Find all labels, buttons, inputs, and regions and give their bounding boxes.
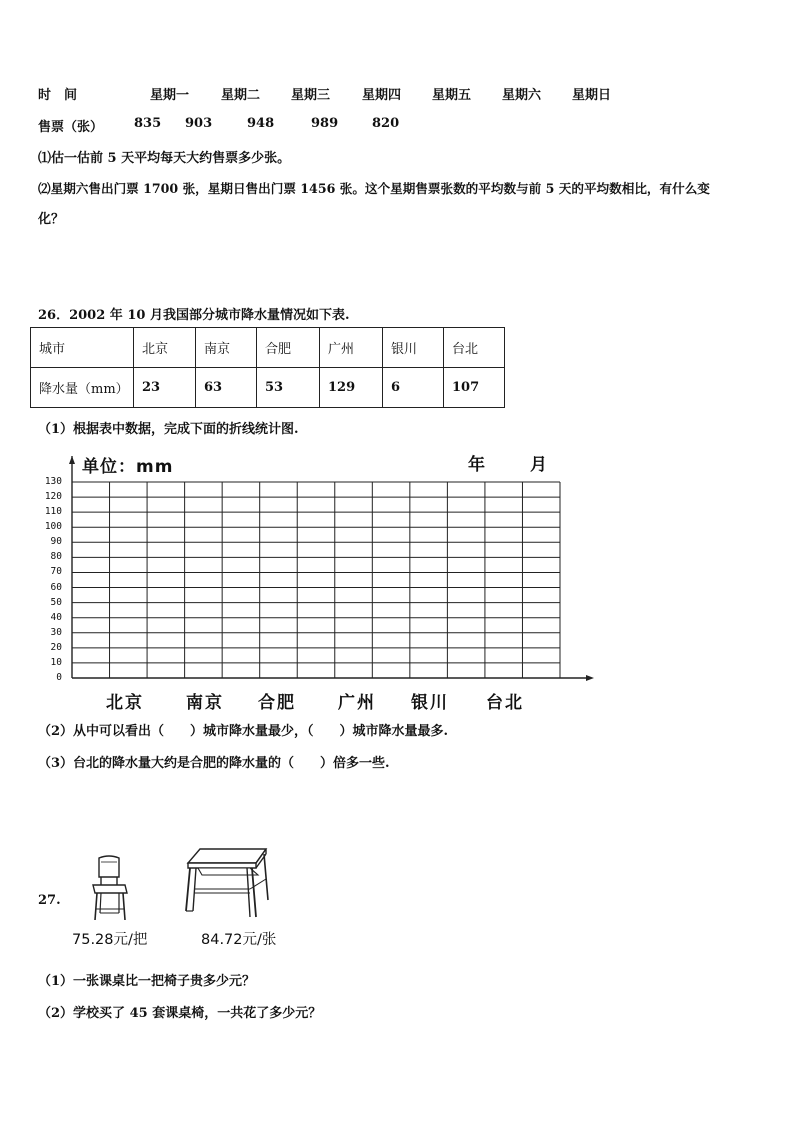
table-header-cell: 银川 <box>383 328 444 368</box>
y-tick-label: 50 <box>50 596 62 608</box>
table-row <box>31 368 505 408</box>
chart-unit-label: 单位：mm <box>82 457 174 477</box>
y-tick-label: 60 <box>50 581 62 593</box>
table-cell: 6 <box>383 368 444 408</box>
chair-price: 75.28元/把 <box>72 932 148 948</box>
line-chart-grid <box>0 440 620 700</box>
q25-subquestion-2: ⑵星期六售出门票 1700 张，星期日售出门票 1456 张。这个星期售票张数的平均数与前 5 天的平均数相比，有什么变 <box>38 181 710 196</box>
ticket-value: 903 <box>185 116 213 131</box>
x-category-label: 南京 <box>186 693 224 713</box>
ticket-value: 835 <box>134 116 162 131</box>
y-tick-label: 20 <box>50 641 62 653</box>
ticket-value: 989 <box>311 116 339 131</box>
table-cell: 53 <box>257 368 320 408</box>
x-category-label: 北京 <box>106 693 144 713</box>
day-label: 星期三 <box>291 88 331 103</box>
ticket-row-label: 售票（张） <box>38 120 104 135</box>
ticket-value: 820 <box>372 116 400 131</box>
chair-image <box>85 855 135 923</box>
q27-number: 27. <box>38 893 61 908</box>
x-axis-arrow <box>586 675 594 681</box>
y-tick-label: 40 <box>50 611 62 623</box>
q26-subquestion-1: （1）根据表中数据，完成下面的折线统计图. <box>38 422 299 437</box>
q27-subquestion-1: （1）一张课桌比一把椅子贵多少元？ <box>38 974 256 989</box>
x-category-label: 广州 <box>338 693 376 713</box>
table-cell: 107 <box>444 368 505 408</box>
table-header-cell: 南京 <box>196 328 257 368</box>
desk-image <box>180 845 272 925</box>
chart-year-label: 年 <box>468 455 485 475</box>
table-header-cell: 合肥 <box>257 328 320 368</box>
table-row <box>31 328 505 368</box>
day-label: 星期二 <box>221 88 261 103</box>
x-category-label: 合肥 <box>258 693 296 713</box>
q26-subquestion-2: （2）从中可以看出（ ）城市降水量最少，（ ）城市降水量最多. <box>38 724 449 739</box>
desk-price: 84.72元/张 <box>201 932 277 948</box>
y-tick-label: 80 <box>50 551 62 563</box>
table-header-cell: 北京 <box>134 328 196 368</box>
table-header-cell: 台北 <box>444 328 505 368</box>
table-cell: 降水量（mm） <box>31 368 134 408</box>
table-header-cell: 城市 <box>31 328 134 368</box>
table-cell: 63 <box>196 368 257 408</box>
table-cell: 129 <box>320 368 383 408</box>
chart-month-label: 月 <box>530 455 547 475</box>
day-label: 星期一 <box>150 88 190 103</box>
y-tick-label: 100 <box>44 521 62 533</box>
y-tick-label: 90 <box>50 536 62 548</box>
q25-subquestion-1: ⑴估一估前 5 天平均每天大约售票多少张。 <box>38 151 291 166</box>
y-tick-label: 120 <box>44 491 62 503</box>
y-axis-arrow <box>69 456 75 464</box>
q26-subquestion-3: （3）台北的降水量大约是合肥的降水量的（ ）倍多一些. <box>38 756 390 771</box>
day-label: 星期五 <box>432 88 472 103</box>
x-category-label: 银川 <box>411 693 449 713</box>
y-tick-label: 110 <box>44 506 62 518</box>
rainfall-table <box>30 327 505 408</box>
table-header-cell: 广州 <box>320 328 383 368</box>
q27-subquestion-2: （2）学校买了 45 套课桌椅，一共花了多少元？ <box>38 1006 322 1021</box>
y-tick-label: 30 <box>50 626 62 638</box>
x-category-label: 台北 <box>486 693 524 713</box>
time-row-label: 时 间 <box>38 88 78 103</box>
day-label: 星期六 <box>502 88 542 103</box>
table-cell: 23 <box>134 368 196 408</box>
ticket-value: 948 <box>247 116 275 131</box>
y-tick-label: 10 <box>50 656 62 668</box>
y-tick-label: 130 <box>44 476 62 487</box>
day-label: 星期日 <box>572 88 612 103</box>
day-label: 星期四 <box>362 88 402 103</box>
y-tick-label: 70 <box>50 566 62 578</box>
q25-subquestion-2-cont: 化？ <box>38 212 65 227</box>
q26-intro: 26．2002 年 10 月我国部分城市降水量情况如下表. <box>38 308 350 323</box>
y-tick-label: 0 <box>56 672 62 683</box>
